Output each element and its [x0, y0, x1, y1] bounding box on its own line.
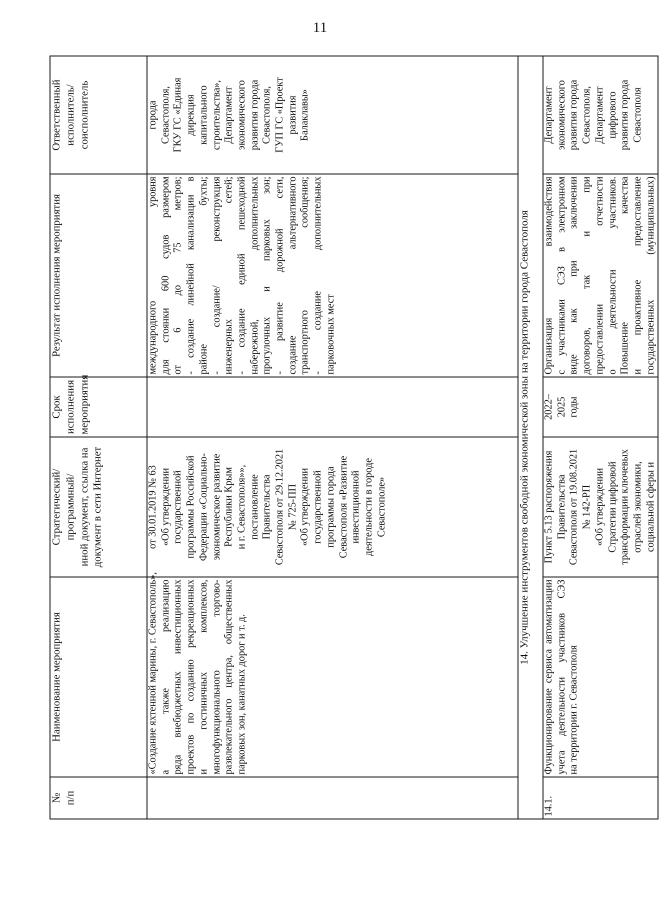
text-line: исполнения [64, 379, 77, 435]
text-line: - создание/ реконструкция [211, 176, 223, 375]
text-line: Результат исполнения мероприятия [50, 193, 63, 358]
text-line: и гостиничных комплексов, [198, 579, 210, 775]
header-responsible [50, 56, 147, 174]
row-number-cell [147, 777, 518, 819]
document-cell [147, 437, 518, 577]
text-line: Правительства [556, 474, 568, 540]
text-line: транспортного сообщения; [299, 176, 311, 375]
text-line: № [50, 792, 63, 804]
header-row [50, 56, 147, 819]
header-document [50, 437, 147, 577]
text-line: и г. Севастополя»», [236, 464, 248, 550]
text-line: для стоянки 600 судов размером [160, 176, 172, 375]
text-line: виде как при заключении [568, 176, 580, 375]
text-line: от 6 до 75 метров; [172, 176, 184, 375]
text-line: Республики Крым [223, 467, 235, 547]
text-line: Повышение качества [619, 176, 631, 375]
text-line: программы города [325, 466, 337, 548]
text-line: 2022– [543, 394, 555, 420]
responsible-cell [147, 56, 518, 174]
text-line: Севастополя, [160, 86, 172, 144]
text-line: отраслей экономики, [632, 461, 644, 553]
text-line: экономического [236, 80, 248, 150]
text-line: программный/ [64, 473, 77, 541]
text-line: цифрового [607, 91, 619, 139]
document-cell [543, 437, 658, 577]
text-line: Пункт 5.13 распоряжения [543, 450, 555, 564]
text-line: Организация взаимодействия [543, 176, 555, 375]
text-line: Срок [50, 395, 63, 419]
text-line: прогулочных и парковых зон; [261, 176, 273, 375]
text-line: международного уровня [147, 176, 159, 375]
text-line: иной документ, ссылка на [78, 447, 91, 567]
text-line: развития города [568, 79, 580, 151]
text-line: капитального [198, 85, 210, 145]
text-line: годы [568, 396, 580, 418]
text-line: «Создание яхтенной марины, г. Севастополь», [147, 572, 159, 775]
text-line: Ответственный [50, 79, 63, 151]
measure-name-cell [543, 577, 658, 777]
text-line: Севастополя, [581, 86, 593, 144]
header-number [50, 777, 147, 819]
text-line: деятельности в городе [363, 458, 375, 556]
text-line: Севастополя «Развитие [338, 455, 350, 559]
table-row [147, 56, 518, 819]
text-line: Департамент [223, 86, 235, 144]
text-line: постановление [249, 474, 261, 540]
page-number: 11 [312, 20, 328, 36]
text-line: создание альтернативного [287, 176, 299, 375]
text-line: государственной [172, 470, 184, 544]
text-line: исполнитель/ [64, 84, 77, 146]
text-line: ГКУ ГС «Единая [172, 77, 184, 153]
text-line: договоров, так и при [581, 176, 593, 375]
text-line: Стратегии цифровой [607, 461, 619, 553]
text-line: инвестиционной [350, 470, 362, 544]
text-line: дирекция [185, 94, 197, 136]
section-title: 14. Улучшение инструментов свободной экономической зоны на территории города Севастополя [518, 56, 543, 819]
text-line: с участниками СЭЗ в электронном [556, 176, 568, 375]
text-line: многофункционального торгово- [211, 579, 223, 775]
rotated-table-wrapper [50, 57, 657, 820]
text-line: Наименование мероприятия [50, 612, 63, 742]
text-line: государственных (муниципальных) [645, 176, 657, 375]
plan-table [50, 56, 659, 820]
text-line: районе бухты; [198, 176, 210, 375]
text-line: государственной [312, 470, 324, 544]
header-name [50, 577, 147, 777]
text-line: проектов по созданию рекреационных [185, 579, 197, 775]
text-line: «Об утверждении [160, 467, 172, 547]
text-line: а также реализацию [160, 579, 172, 775]
section-heading-row [518, 56, 543, 819]
text-line: Балаклавы» [299, 89, 311, 141]
text-line: - развитие дорожной сети, [274, 176, 286, 375]
text-line: ГУП ГС «Проект [274, 77, 286, 153]
text-line: предоставлении отчетности [594, 176, 606, 375]
text-line: № 142-РП [581, 484, 593, 530]
text-line: экономическое развитие [211, 453, 223, 561]
text-line: Стратегический/ [50, 468, 63, 546]
text-line: развлекательного центра, общественных [223, 579, 235, 775]
header-term [50, 374, 147, 437]
text-line: соисполнитель [78, 80, 91, 150]
text-line: парковочных мест [325, 294, 337, 375]
text-line: Севастополя [632, 87, 644, 143]
text-line: - создание дополнительных [312, 176, 324, 375]
text-line: Севастополя от 29.12.2021 [274, 448, 286, 566]
responsible-cell [543, 56, 658, 174]
text-line: Севастополя, [261, 86, 273, 144]
text-line: развития [287, 95, 299, 135]
result-cell [543, 174, 658, 377]
text-line: парковых зон, канатных дорог и т. д. [236, 614, 248, 775]
text-line: Севастополя от 19.08.2021 [568, 448, 580, 566]
text-line: 2025 [556, 396, 568, 418]
text-line: «Об утверждении [594, 467, 606, 547]
text-line: и проактивное предоставление [632, 176, 644, 375]
text-line: - создание единой пешеходной [236, 176, 248, 375]
text-line: развития города [249, 79, 261, 151]
text-line: Правительства [261, 474, 273, 540]
text-line: Севастополе» [376, 476, 388, 538]
text-line: социальной сферы и [645, 461, 657, 553]
measure-name-cell [147, 572, 518, 777]
text-line: набережной, дополнительных [249, 176, 261, 375]
text-line: на территории г. Севастополя [568, 645, 580, 775]
text-line: Федерации «Социально- [198, 453, 210, 561]
text-line: мероприятия [78, 374, 91, 435]
text-line: ряда внебюджетных инвестиционных [172, 579, 184, 775]
text-line: Департамент [594, 86, 606, 144]
term-cell [147, 377, 518, 437]
text-line: документ в сети Интернет [91, 446, 104, 568]
text-line: Функционирование сервиса автоматизации [543, 579, 555, 775]
text-line: развития города [619, 79, 631, 151]
result-cell [147, 174, 518, 377]
text-line: Департамент [543, 86, 555, 144]
header-result [50, 174, 147, 377]
text-line: города [147, 100, 159, 130]
text-line: учета деятельности участников СЭЗ [556, 579, 568, 775]
text-line: программы Российской [185, 455, 197, 559]
text-line: экономического [556, 80, 568, 150]
text-line: № 725-ПП [287, 483, 299, 531]
text-line: о деятельности участников. [607, 176, 619, 375]
text-line: - создание линейной канализации в [185, 176, 197, 375]
row-number-cell: 14.1. [543, 777, 658, 819]
text-line: «Об утверждении [299, 467, 311, 547]
table-row [543, 56, 658, 819]
text-line: строительства», [211, 80, 223, 150]
text-line: инженерных сетей; [223, 176, 235, 375]
text-line: трансформации ключевых [619, 449, 631, 565]
term-cell [543, 377, 658, 437]
text-line: от 30.01.2019 № 63 [147, 465, 159, 549]
text-line: п/п [64, 790, 77, 806]
